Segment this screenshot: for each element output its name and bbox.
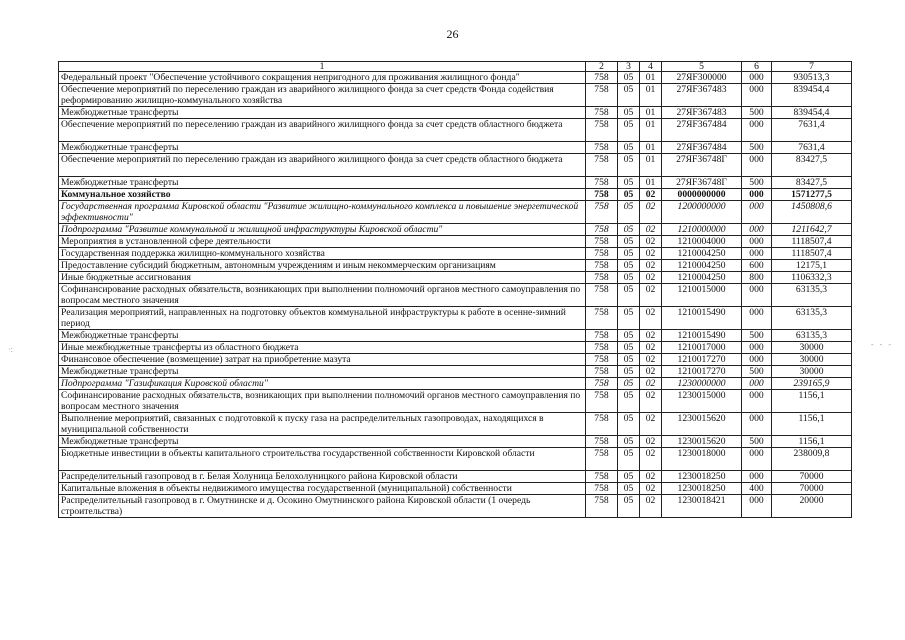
amount-cell: 12175,1: [772, 260, 852, 272]
amount-cell: 1106332,3: [772, 272, 852, 284]
subsection-cell: 02: [640, 342, 662, 354]
expense-type-cell: 000: [742, 413, 772, 436]
description-cell: Иные межбюджетные трансферты из областного бюджета: [59, 342, 586, 354]
expense-type-cell: 800: [742, 272, 772, 284]
scan-mark-right: - - -: [871, 340, 893, 349]
description-cell: Софинансирование расходных обязательств, возникающих при выполнении полномочий органов местного самоуправления по вопросам местного значения: [59, 390, 586, 413]
section-cell: 05: [618, 84, 640, 107]
subsection-cell: 02: [640, 189, 662, 201]
section-cell: 05: [618, 483, 640, 495]
section-cell: 05: [618, 378, 640, 390]
section-cell: 05: [618, 342, 640, 354]
ministry-code-cell: 758: [586, 284, 618, 307]
ministry-code-cell: 758: [586, 413, 618, 436]
column-header: 5: [662, 62, 742, 72]
amount-cell: 70000: [772, 483, 852, 495]
ministry-code-cell: 758: [586, 224, 618, 236]
description-cell: Обеспечение мероприятий по переселению граждан из аварийного жилищного фонда за счет средств областного бюджета: [59, 119, 586, 142]
target-article-cell: 1230018250: [662, 483, 742, 495]
table-row: [59, 201, 852, 224]
description-cell: Обеспечение мероприятий по переселению граждан из аварийного жилищного фонда за счет средств Фонда содействия реформированию жилищно-коммунального хозяйства: [59, 84, 586, 107]
description-cell: Выполнение мероприятий, связанных с подготовкой к пуску газа на распределительных газопроводах, находящихся в муниципальной собственности: [59, 413, 586, 436]
subsection-cell: 01: [640, 119, 662, 142]
expense-type-cell: 500: [742, 330, 772, 342]
subsection-cell: 01: [640, 107, 662, 119]
subsection-cell: 02: [640, 272, 662, 284]
ministry-code-cell: 758: [586, 154, 618, 177]
amount-cell: 20000: [772, 495, 852, 518]
ministry-code-cell: 758: [586, 390, 618, 413]
expense-type-cell: 000: [742, 354, 772, 366]
ministry-code-cell: 758: [586, 483, 618, 495]
description-cell: Мероприятия в установленной сфере деятельности: [59, 236, 586, 248]
description-cell: Софинансирование расходных обязательств, возникающих при выполнении полномочий органов местного самоуправления по вопросам местного значения: [59, 284, 586, 307]
subsection-cell: 02: [640, 366, 662, 378]
amount-cell: 1156,1: [772, 390, 852, 413]
section-cell: 05: [618, 448, 640, 471]
subsection-cell: 01: [640, 72, 662, 84]
subsection-cell: 02: [640, 284, 662, 307]
section-cell: 05: [618, 330, 640, 342]
subsection-cell: 02: [640, 413, 662, 436]
expense-type-cell: 000: [742, 236, 772, 248]
target-article-cell: 27ЯF367484: [662, 142, 742, 154]
target-article-cell: 1210015000: [662, 284, 742, 307]
column-header: 4: [640, 62, 662, 72]
expense-type-cell: 000: [742, 154, 772, 177]
target-article-cell: 1230015620: [662, 436, 742, 448]
subsection-cell: 02: [640, 260, 662, 272]
target-article-cell: 1210004250: [662, 248, 742, 260]
target-article-cell: 27ЯF36748Г: [662, 177, 742, 189]
description-cell: Финансовое обеспечение (возмещение) затрат на приобретение мазута: [59, 354, 586, 366]
amount-cell: 63135,3: [772, 330, 852, 342]
target-article-cell: 1210017270: [662, 366, 742, 378]
page-number: 26: [446, 27, 459, 41]
budget-table: [58, 61, 852, 518]
section-cell: 05: [618, 236, 640, 248]
section-cell: 05: [618, 119, 640, 142]
section-cell: 05: [618, 177, 640, 189]
amount-cell: 7631,4: [772, 142, 852, 154]
target-article-cell: 1210004250: [662, 260, 742, 272]
table-row: [59, 342, 852, 354]
expense-type-cell: 000: [742, 224, 772, 236]
table-row: [59, 471, 852, 483]
section-cell: 05: [618, 189, 640, 201]
ministry-code-cell: 758: [586, 307, 618, 330]
target-article-cell: 1200000000: [662, 201, 742, 224]
section-cell: 05: [618, 248, 640, 260]
amount-cell: 63135,3: [772, 307, 852, 330]
target-article-cell: 1210004000: [662, 236, 742, 248]
ministry-code-cell: 758: [586, 84, 618, 107]
amount-cell: 1450808,6: [772, 201, 852, 224]
table-row: [59, 354, 852, 366]
target-article-cell: 1230000000: [662, 378, 742, 390]
ministry-code-cell: 758: [586, 189, 618, 201]
target-article-cell: 27ЯF36748Г: [662, 154, 742, 177]
target-article-cell: 1210015490: [662, 307, 742, 330]
subsection-cell: 02: [640, 354, 662, 366]
expense-type-cell: 000: [742, 119, 772, 142]
table-row: [59, 272, 852, 284]
expense-type-cell: 000: [742, 448, 772, 471]
table-row: [59, 177, 852, 189]
expense-type-cell: 000: [742, 378, 772, 390]
ministry-code-cell: 758: [586, 72, 618, 84]
amount-cell: 1211642,7: [772, 224, 852, 236]
table-row: [59, 236, 852, 248]
section-cell: 05: [618, 201, 640, 224]
ministry-code-cell: 758: [586, 201, 618, 224]
expense-type-cell: 500: [742, 177, 772, 189]
expense-type-cell: 000: [742, 307, 772, 330]
amount-cell: 7631,4: [772, 119, 852, 142]
amount-cell: 83427,5: [772, 177, 852, 189]
description-cell: Межбюджетные трансферты: [59, 142, 586, 154]
expense-type-cell: 500: [742, 107, 772, 119]
description-cell: Бюджетные инвестиции в объекты капитального строительства государственной собственности Кировской области: [59, 448, 586, 471]
amount-cell: 83427,5: [772, 154, 852, 177]
description-cell: Межбюджетные трансферты: [59, 366, 586, 378]
description-cell: Капитальные вложения в объекты недвижимого имущества государственной (муниципальной) собственности: [59, 483, 586, 495]
column-header: 6: [742, 62, 772, 72]
target-article-cell: 1210017270: [662, 354, 742, 366]
ministry-code-cell: 758: [586, 119, 618, 142]
subsection-cell: 02: [640, 436, 662, 448]
description-cell: Государственная программа Кировской области "Развитие жилищно-коммунального комплекса и повышение энергетической эффективности": [59, 201, 586, 224]
expense-type-cell: 400: [742, 483, 772, 495]
subsection-cell: 02: [640, 483, 662, 495]
table-row: [59, 495, 852, 518]
column-header: 7: [772, 62, 852, 72]
table-row: [59, 378, 852, 390]
subsection-cell: 01: [640, 84, 662, 107]
table-row: [59, 307, 852, 330]
target-article-cell: 0000000000: [662, 189, 742, 201]
ministry-code-cell: 758: [586, 378, 618, 390]
description-cell: Подпрограмма "Развитие коммунальной и жилищной инфраструктуры Кировской области": [59, 224, 586, 236]
description-cell: Коммунальное хозяйство: [59, 189, 586, 201]
subsection-cell: 01: [640, 142, 662, 154]
table-row: [59, 330, 852, 342]
description-cell: Межбюджетные трансферты: [59, 177, 586, 189]
section-cell: 05: [618, 366, 640, 378]
section-cell: 05: [618, 72, 640, 84]
subsection-cell: 02: [640, 390, 662, 413]
expense-type-cell: 600: [742, 260, 772, 272]
subsection-cell: 02: [640, 224, 662, 236]
expense-type-cell: 000: [742, 284, 772, 307]
target-article-cell: 1230015620: [662, 413, 742, 436]
amount-cell: 239165,9: [772, 378, 852, 390]
ministry-code-cell: 758: [586, 107, 618, 119]
subsection-cell: 02: [640, 448, 662, 471]
column-header: 1: [59, 62, 586, 72]
table-row: [59, 189, 852, 201]
amount-cell: 30000: [772, 342, 852, 354]
description-cell: Государственная поддержка жилищно-коммунального хозяйства: [59, 248, 586, 260]
description-cell: Распределительный газопровод в г. Омутнинске и д. Осокино Омутнинского района Кировской области (1 очередь строительства): [59, 495, 586, 518]
target-article-cell: 1210000000: [662, 224, 742, 236]
ministry-code-cell: 758: [586, 330, 618, 342]
section-cell: 05: [618, 260, 640, 272]
subsection-cell: 02: [640, 248, 662, 260]
section-cell: 05: [618, 436, 640, 448]
target-article-cell: 1210017000: [662, 342, 742, 354]
section-cell: 05: [618, 413, 640, 436]
ministry-code-cell: 758: [586, 272, 618, 284]
amount-cell: 70000: [772, 471, 852, 483]
ministry-code-cell: 758: [586, 366, 618, 378]
column-header: 3: [618, 62, 640, 72]
ministry-code-cell: 758: [586, 260, 618, 272]
expense-type-cell: 000: [742, 495, 772, 518]
subsection-cell: 02: [640, 236, 662, 248]
column-header: 2: [586, 62, 618, 72]
description-cell: Подпрограмма "Газификация Кировской области": [59, 378, 586, 390]
target-article-cell: 27ЯF367484: [662, 119, 742, 142]
subsection-cell: 01: [640, 154, 662, 177]
scan-mark-left: ·:: [8, 345, 13, 354]
expense-type-cell: 500: [742, 436, 772, 448]
subsection-cell: 01: [640, 177, 662, 189]
subsection-cell: 02: [640, 471, 662, 483]
subsection-cell: 02: [640, 201, 662, 224]
description-cell: Межбюджетные трансферты: [59, 107, 586, 119]
subsection-cell: 02: [640, 378, 662, 390]
table-row: [59, 142, 852, 154]
section-cell: 05: [618, 471, 640, 483]
table-row: [59, 119, 852, 142]
table-row: [59, 483, 852, 495]
amount-cell: 63135,3: [772, 284, 852, 307]
target-article-cell: 1230015000: [662, 390, 742, 413]
section-cell: 05: [618, 284, 640, 307]
amount-cell: 238009,8: [772, 448, 852, 471]
table-row: [59, 448, 852, 471]
description-cell: Иные бюджетные ассигнования: [59, 272, 586, 284]
expense-type-cell: 500: [742, 366, 772, 378]
amount-cell: 1118507,4: [772, 236, 852, 248]
description-cell: Межбюджетные трансферты: [59, 330, 586, 342]
amount-cell: 1156,1: [772, 413, 852, 436]
subsection-cell: 02: [640, 495, 662, 518]
expense-type-cell: 000: [742, 342, 772, 354]
ministry-code-cell: 758: [586, 236, 618, 248]
section-cell: 05: [618, 154, 640, 177]
table-row: [59, 260, 852, 272]
description-cell: Предоставление субсидий бюджетным, автономным учреждениям и иным некоммерческим организациям: [59, 260, 586, 272]
description-cell: Межбюджетные трансферты: [59, 436, 586, 448]
target-article-cell: 1230018000: [662, 448, 742, 471]
table-row: [59, 224, 852, 236]
expense-type-cell: 000: [742, 72, 772, 84]
amount-cell: 930513,3: [772, 72, 852, 84]
subsection-cell: 02: [640, 330, 662, 342]
amount-cell: 839454,4: [772, 107, 852, 119]
expense-type-cell: 000: [742, 189, 772, 201]
target-article-cell: 27ЯF300000: [662, 72, 742, 84]
amount-cell: 1118507,4: [772, 248, 852, 260]
ministry-code-cell: 758: [586, 342, 618, 354]
section-cell: 05: [618, 307, 640, 330]
description-cell: Федеральный проект "Обеспечение устойчивого сокращения непригодного для проживания жилищного фонда": [59, 72, 586, 84]
expense-type-cell: 000: [742, 248, 772, 260]
table-row: [59, 84, 852, 107]
ministry-code-cell: 758: [586, 471, 618, 483]
ministry-code-cell: 758: [586, 354, 618, 366]
table-row: [59, 390, 852, 413]
section-cell: 05: [618, 224, 640, 236]
section-cell: 05: [618, 354, 640, 366]
table-body: [59, 72, 852, 518]
target-article-cell: 1210004250: [662, 272, 742, 284]
amount-cell: 30000: [772, 354, 852, 366]
target-article-cell: 1230018250: [662, 471, 742, 483]
target-article-cell: 1230018421: [662, 495, 742, 518]
amount-cell: 1156,1: [772, 436, 852, 448]
expense-type-cell: 000: [742, 471, 772, 483]
ministry-code-cell: 758: [586, 436, 618, 448]
subsection-cell: 02: [640, 307, 662, 330]
table-row: [59, 154, 852, 177]
section-cell: 05: [618, 272, 640, 284]
target-article-cell: 27ЯF367483: [662, 84, 742, 107]
ministry-code-cell: 758: [586, 177, 618, 189]
table-row: [59, 107, 852, 119]
table-row: [59, 366, 852, 378]
amount-cell: 30000: [772, 366, 852, 378]
table-row: [59, 72, 852, 84]
ministry-code-cell: 758: [586, 448, 618, 471]
amount-cell: 1571277,5: [772, 189, 852, 201]
table-row: [59, 436, 852, 448]
expense-type-cell: 000: [742, 201, 772, 224]
section-cell: 05: [618, 142, 640, 154]
ministry-code-cell: 758: [586, 142, 618, 154]
section-cell: 05: [618, 107, 640, 119]
section-cell: 05: [618, 390, 640, 413]
expense-type-cell: 500: [742, 142, 772, 154]
expense-type-cell: 000: [742, 390, 772, 413]
table-row: [59, 284, 852, 307]
target-article-cell: 27ЯF367483: [662, 107, 742, 119]
description-cell: Обеспечение мероприятий по переселению граждан из аварийного жилищного фонда за счет средств областного бюджета: [59, 154, 586, 177]
table-row: [59, 413, 852, 436]
table-header-row: [59, 62, 852, 72]
ministry-code-cell: 758: [586, 248, 618, 260]
table-row: [59, 248, 852, 260]
target-article-cell: 1210015490: [662, 330, 742, 342]
description-cell: Реализация мероприятий, направленных на подготовку объектов коммунальной инфраструктуры к работе в осенне-зимний период: [59, 307, 586, 330]
section-cell: 05: [618, 495, 640, 518]
description-cell: Распределительный газопровод в г. Белая Холуница Белохолуницкого района Кировской области: [59, 471, 586, 483]
ministry-code-cell: 758: [586, 495, 618, 518]
expense-type-cell: 000: [742, 84, 772, 107]
amount-cell: 839454,4: [772, 84, 852, 107]
